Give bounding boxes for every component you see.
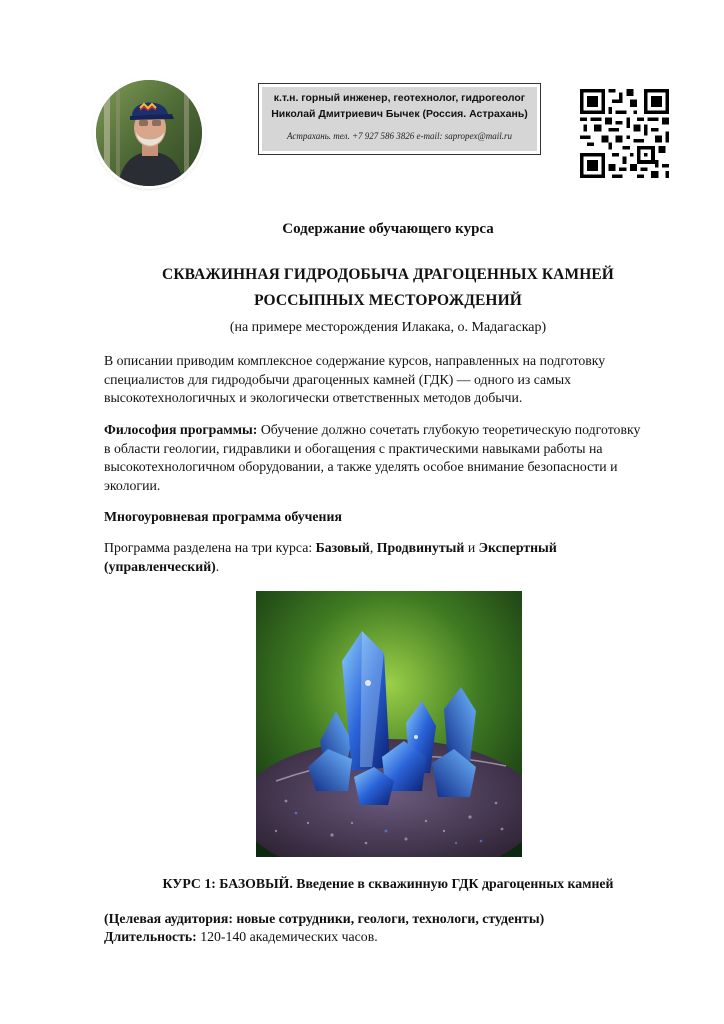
- program-intro-paragraph: [104, 539, 649, 576]
- course-1-title: КУРС 1: БАЗОВЫЙ. Введение в скважинную ГДК драгоценных камней: [162, 876, 614, 891]
- course-1-duration-value: 120-140 академических часов.: [196, 929, 378, 944]
- gemstone-illustration: [256, 591, 522, 857]
- subtitle: (на примере месторождения Илакака, о. Мадагаскар): [229, 320, 547, 335]
- author-name: Николай Дмитриевич Бычек (Россия. Астрахань): [271, 108, 528, 120]
- author-contact: Астрахань. тел. +7 927 586 3826 e-mail: sapropex@mail.ru: [287, 131, 512, 141]
- course-advanced-label: Продвинутый: [376, 540, 465, 555]
- main-title-line-1: СКВАЖИННАЯ ГИДРОДОБЫЧА ДРАГОЦЕННЫХ КАМНЕЙ: [162, 266, 614, 283]
- contents-title: Содержание обучающего курса: [282, 221, 494, 237]
- author-photo: [96, 80, 202, 186]
- intro-paragraph: В описании приводим комплексное содержание курсов, направленных на подготовку специалистов для гидродобычи драгоценных камней (ГДК) — одного из самых высокотехнологичных и экологически ответственных методов добычи.: [104, 353, 606, 405]
- main-title: [100, 262, 676, 314]
- author-card-background: [262, 87, 537, 151]
- course-1-audience: (Целевая аудитория: новые сотрудники, геологи, технологи, студенты): [104, 911, 545, 926]
- main-title-line-2: РОССЫПНЫХ МЕСТОРОЖДЕНИЙ: [254, 292, 522, 309]
- end-dot: .: [215, 558, 220, 574]
- course-1-duration: [104, 928, 649, 947]
- philosophy-label: Философия программы:: [104, 422, 258, 437]
- course-basic-label: Базовый: [315, 540, 370, 555]
- course-1-duration-label: Длительность:: [104, 929, 197, 944]
- program-heading: Многоуровневая программа обучения: [104, 509, 342, 524]
- separator-1: ,: [369, 540, 377, 555]
- qr-code: [580, 89, 669, 178]
- author-card: [258, 83, 541, 155]
- author-credentials: к.т.н. горный инженер, геотехнолог, гидрогеолог: [273, 92, 526, 104]
- philosophy-paragraph: [104, 421, 649, 495]
- program-intro-text: Программа разделена на три курса:: [104, 540, 316, 555]
- course-expert-label: Экспертный (управленческий): [104, 540, 557, 574]
- philosophy-text: Обучение должно сочетать глубокую теоретическую подготовку в области геологии, гидравлики и обогащения с практическими навыками работы на высокотехнологичном оборудовании, а также уделять особое внимание безопасности и экологии.: [104, 422, 641, 493]
- separator-2: и: [464, 540, 479, 555]
